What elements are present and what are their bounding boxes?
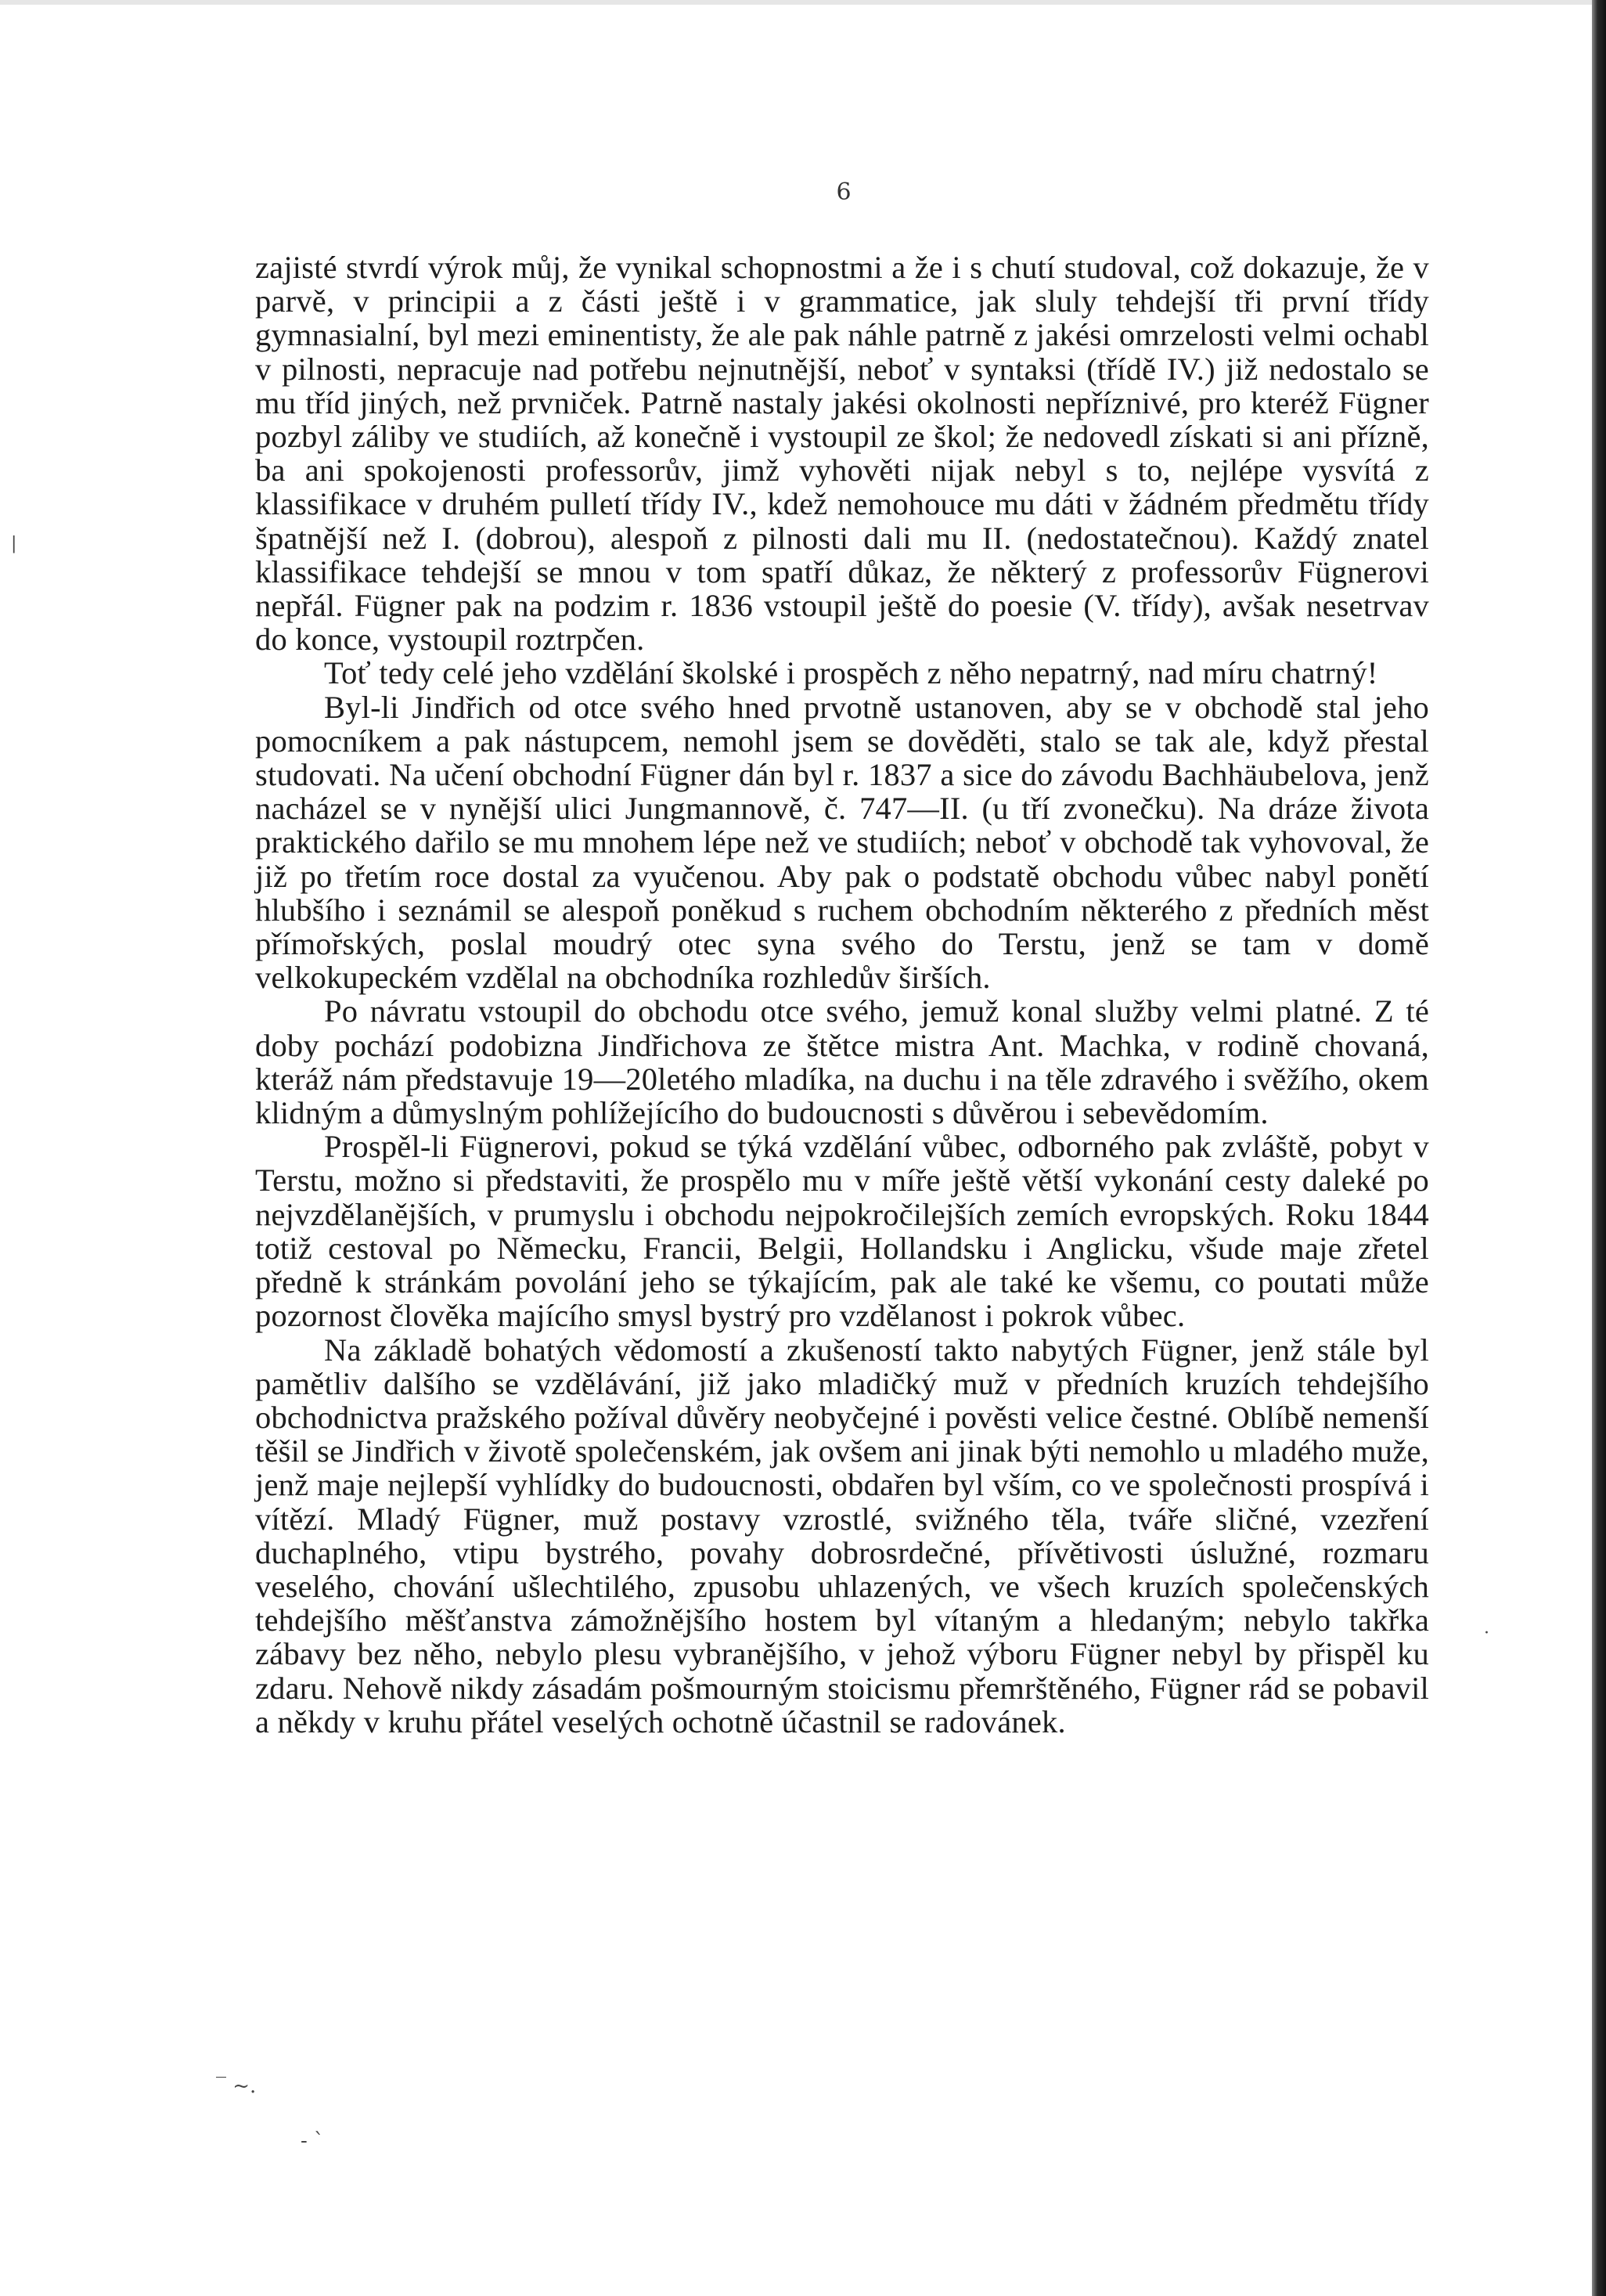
paragraph-3: Byl-li Jindřich od otce svého hned prvotně ustanoven, aby se v obchodě stal jeho pomocníkem a pak nástupcem, nemohl jsem se dověděti, stalo se tak ale, když přestal studovati. Na učení obchodní Fügner dán byl r. 1837 a sice do závodu Bachhäubelova, jenž nacházel se v nynější ulici Jungmannově, č. 747—II. (u tří zvonečku). Na dráze života praktického dařilo se mu mnohem lépe než ve studiích; neboť v obchodě tak vyhovoval, že již po třetím roce dostal za vyučenou. Aby pak o podstatě obchodu vůbec nabyl ponětí hlubšího i seznámil se alespoň poněkud s ruchem obchodním některého z předních měst přímořských, poslal moudrý otec syna svého do Terstu, jenž se tam v domě velkokupeckém vzdělal na obchodníka rozhledův širších. <box>255 689 1429 996</box>
paragraph-4: Po návratu vstoupil do obchodu otce svého, jemuž konal služby velmi platné. Z té doby pochází podobizna Jindřichova ze štětce mistra Ant. Machka, v rodině chovaná, kteráž nám představuje 19—20letého mladíka, na duchu i na těle zdravého i svěžího, okem klidným a důmyslným pohlížejícího do budoucnosti s důvěrou i sebevědomím. <box>255 993 1429 1131</box>
paragraph-5: Prospěl-li Fügnerovi, pokud se týká vzdělání vůbec, odborného pak zvláště, pobyt v Terstu, možno si představiti, že prospělo mu v míře ještě větší vykonání cesty daleké po nejvzdělanějších, v prumyslu i obchodu nejpokročilejších zemích evropských. Roku 1844 totiž cestoval po Německu, Francii, Belgii, Hollandsku i Anglicku, všude maje zřetel předně k stránkám povolání jeho se týkajícím, pak ale také ke všemu, co poutati může pozornost člověka majícího smysl bystrý pro vzdělanost i pokrok vůbec. <box>255 1129 1429 1334</box>
scan-speck: | <box>11 534 17 553</box>
scan-speck: ‾ ~. <box>216 2074 257 2098</box>
page-number: 6 <box>836 178 852 206</box>
scan-speck: - ` <box>301 2129 325 2153</box>
body-text <box>255 251 1429 1739</box>
scan-edge-top <box>0 0 1606 5</box>
scan-edge-right <box>1592 0 1606 2296</box>
paragraph-1: zajisté stvrdí výrok můj, že vynikal schopnostmi a že i s chutí studoval, což dokazuje, že v parvě, v principii a z části ještě i v grammatice, jak sluly tehdejší tři první třídy gymnasialní, byl mezi eminentisty, že ale pak náhle patrně z jakési omrzelosti velmi ochabl v pilnosti, nepracuje nad potřebu nejnutnější, neboť v syntaksi (třídě IV.) již nedostalo se mu tříd jiných, než prvniček. Patrně nastaly jakési okolnosti nepříznivé, pro kteréž Fügner pozbyl záliby ve studiích, až konečně i vystoupil ze škol; že nedovedl získati si ani přízně, ba ani spokojenosti professorův, jimž vyhověti nijak nebyl s to, nejlépe vysvítá z klassifikace v druhém pulletí třídy IV., kdež nemohouce mu dáti v žádném předmětu třídy špatnější než I. (dobrou), alespoň z pilnosti dali mu II. (nedostatečnou). Každý znatel klassifikace tehdejší se mnou v tom spatří důkaz, že některý z professorův Fügnerovi nepřál. Fügner pak na podzim r. 1836 vstoupil ještě do poesie (V. třídy), avšak nesetrvav do konce, vystoupil roztrpčen. <box>255 250 1429 658</box>
paragraph-6: Na základě bohatých vědomostí a zkušeností takto nabytých Fügner, jenž stále byl pamětliv dalšího se vzdělávání, již jako mladičký muž v předních kruzích tehdejšího obchodnictva pražského požíval důvěry neobyčejné i pověsti velice čestné. Oblíbě nemenší těšil se Jindřich v životě společenském, jak ovšem ani jinak býti nemohlo u mladého muže, jenž maje nejlepší vyhlídky do budoucnosti, obdařen byl vším, co ve společnosti prospívá i vítězí. Mladý Fügner, muž postavy vzrostlé, svižného těla, tváře sličné, vzezření duchaplného, vtipu bystrého, povahy dobrosrdečné, přívětivosti úslužné, rozmaru veselého, chování ušlechtilého, zpusobu uhlazených, ve všech kruzích společenských tehdejšího měšťanstva zámožnějšího hostem byl vítaným a hledaným; nebylo takřka zábavy bez něho, nebylo plesu vybranějšího, v jehož výboru Fügner nebyl by přispěl ku zdaru. Nehově nikdy zásadám pošmourným stoicismu přemrštěného, Fügner rád se pobavil a někdy v kruhu přátel veselých ochotně účastnil se radovánek. <box>255 1332 1429 1739</box>
paragraph-2: Toť tedy celé jeho vzdělání školské i prospěch z něho nepatrný, nad míru chatrný! <box>324 655 1378 691</box>
scan-speck: · <box>1484 1624 1489 1643</box>
